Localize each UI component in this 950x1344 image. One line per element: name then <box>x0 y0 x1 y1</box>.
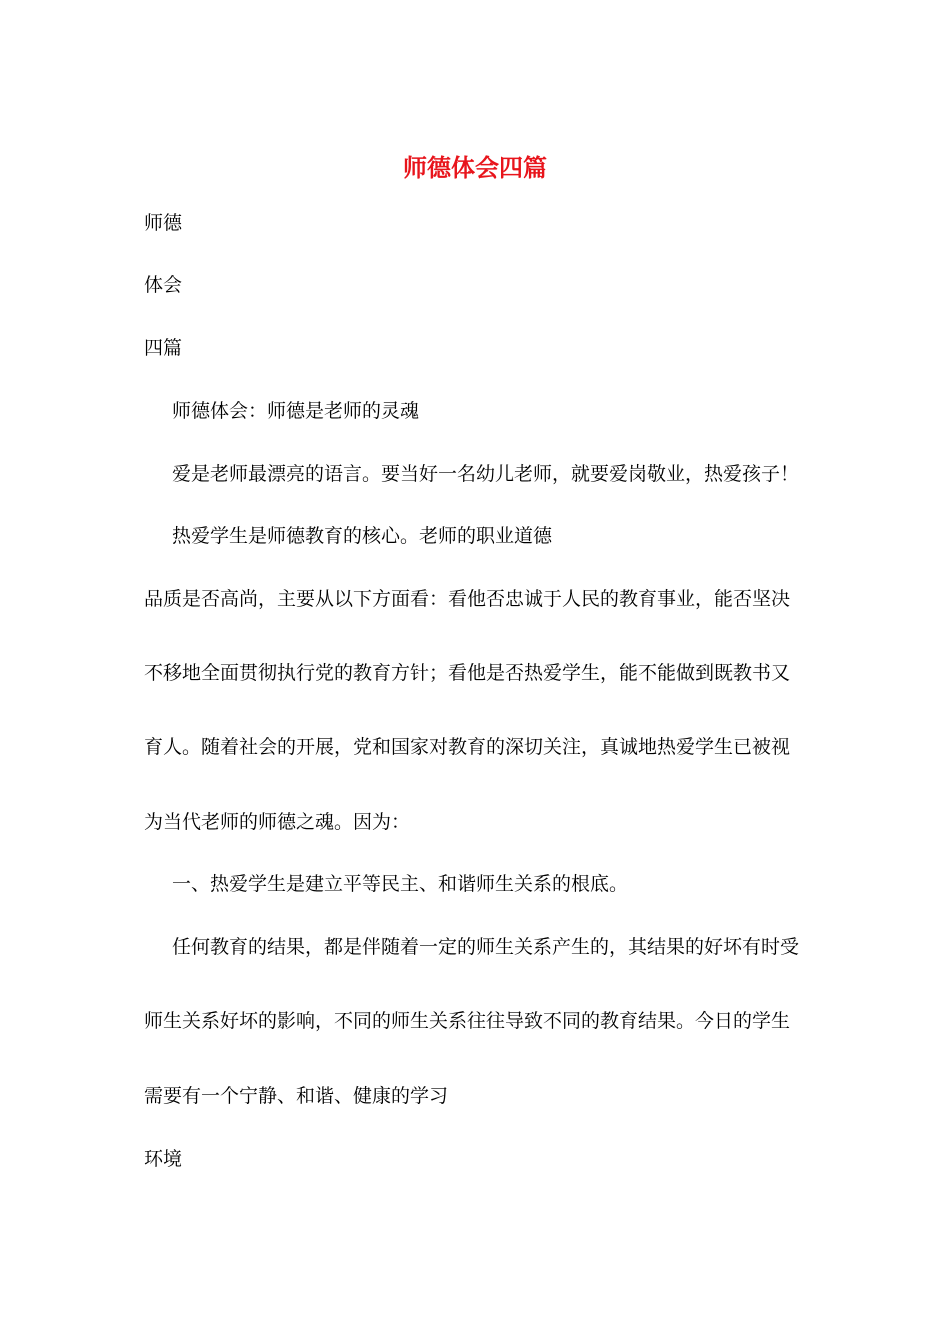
heading-line-3: 四篇 <box>144 337 183 359</box>
paragraph-line: 师生关系好坏的影响，不同的师生关系往往导致不同的教育结果。今日的学生 <box>144 1010 791 1032</box>
paragraph-line: 育人。随着社会的开展，党和国家对教育的深切关注，真诚地热爱学生已被视 <box>144 736 791 758</box>
heading-line-1: 师德 <box>144 212 183 234</box>
list-item-heading: 一、热爱学生是建立平等民主、和谐师生关系的根底。 <box>172 873 629 895</box>
document-title: 师德体会四篇 <box>403 154 547 182</box>
paragraph-line: 热爱学生是师德教育的核心。老师的职业道德 <box>172 525 553 547</box>
paragraph-line: 品质是否高尚，主要从以下方面看：看他否忠诚于人民的教育事业，能否坚决 <box>144 588 791 610</box>
section-heading: 师德体会：师德是老师的灵魂 <box>172 400 420 422</box>
paragraph-line: 需要有一个宁静、和谐、健康的学习 <box>144 1085 449 1107</box>
paragraph-line: 不移地全面贯彻执行党的教育方针；看他是否热爱学生，能不能做到既教书又 <box>144 662 791 684</box>
heading-line-2: 体会 <box>144 274 183 296</box>
paragraph-line: 爱是老师最漂亮的语言。要当好一名幼儿老师，就要爱岗敬业，热爱孩子！ <box>172 463 800 485</box>
paragraph-line: 任何教育的结果，都是伴随着一定的师生关系产生的，其结果的好坏有时受 <box>172 936 800 958</box>
paragraph-line: 环境 <box>144 1148 183 1170</box>
paragraph-line: 为当代老师的师德之魂。因为： <box>144 811 411 833</box>
